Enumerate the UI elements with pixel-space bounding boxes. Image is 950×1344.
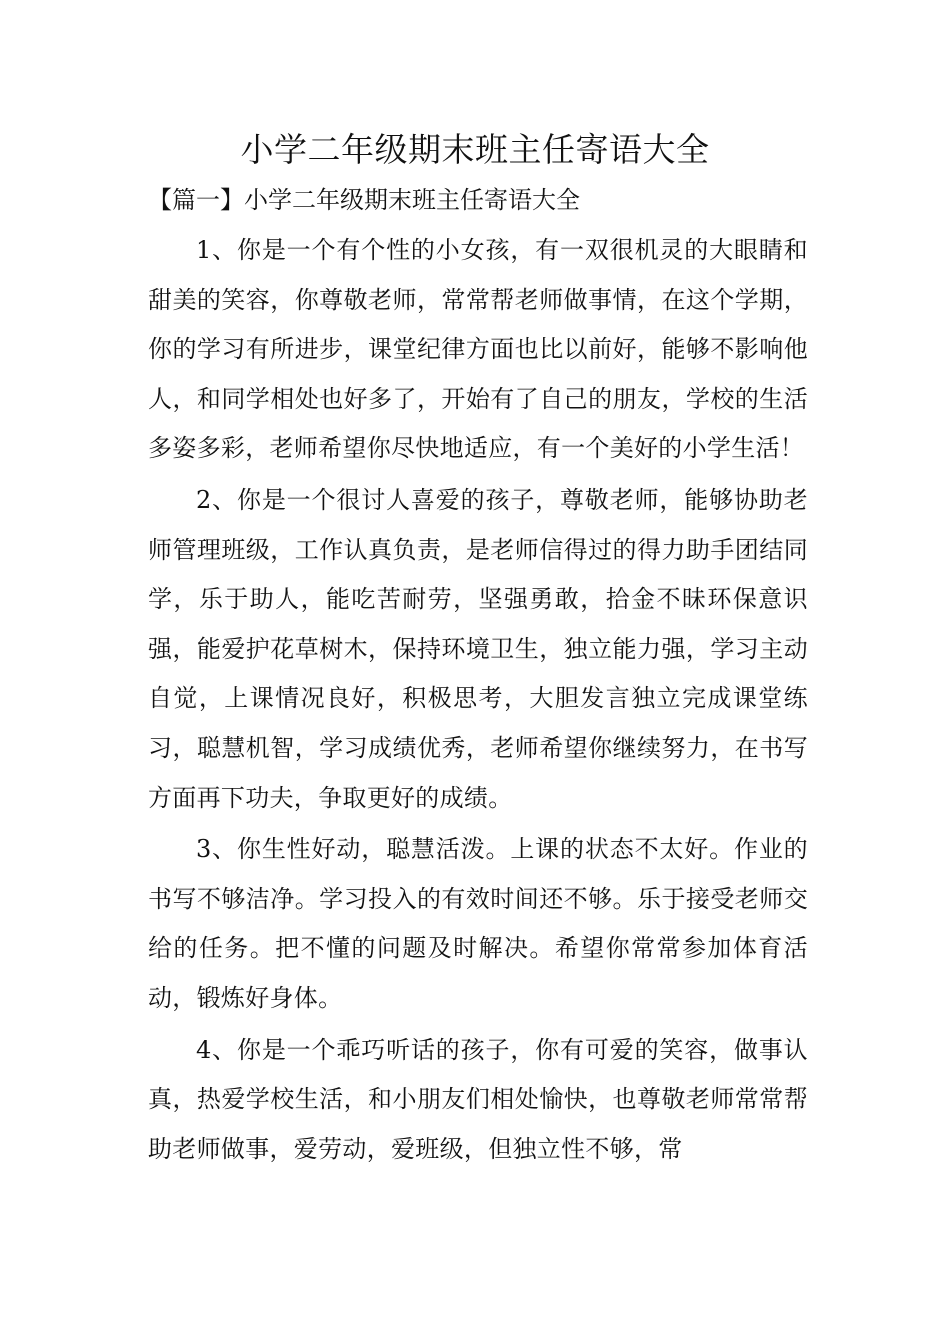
paragraph-1: 1、你是一个有个性的小女孩，有一双很机灵的大眼睛和甜美的笑容，你尊敬老师，常常帮老师做事情，在这个学期，你的学习有所进步，课堂纪律方面也比以前好，能够不影响他人，和同学相处也好多了，开始有了自己的朋友，学校的生活多姿多彩，老师希望你尽快地适应，有一个美好的小学生活！ [148,236,808,463]
paragraph-3: 3、你生性好动，聪慧活泼。上课的状态不太好。作业的书写不够洁净。学习投入的有效时间还不够。乐于接受老师交给的任务。把不懂的问题及时解决。希望你常常参加体育活动，锻炼好身体。 [148,835,808,1012]
paragraph-4: 4、你是一个乖巧听话的孩子，你有可爱的笑容，做事认真，热爱学校生活，和小朋友们相处愉快，也尊敬老师常常帮助老师做事，爱劳动，爱班级，但独立性不够，常 [148,1035,808,1163]
paragraph-2: 2、你是一个很讨人喜爱的孩子，尊敬老师，能够协助老师管理班级，工作认真负责，是老师信得过的得力助手团结同学，乐于助人，能吃苦耐劳，坚强勇敢，拾金不昧环保意识强，能爱护花草树木，保持环境卫生，独立能力强，学习主动自觉，上课情况良好，积极思考，大胆发言独立完成课堂练习，聪慧机智，学习成绩优秀，老师希望你继续努力，在书写方面再下功夫，争取更好的成绩。 [148,485,808,812]
document-body [148,226,808,1176]
document-title: 小学二年级期末班主任寄语大全 [240,130,710,169]
section-heading: 【篇一】小学二年级期末班主任寄语大全 [148,186,580,214]
